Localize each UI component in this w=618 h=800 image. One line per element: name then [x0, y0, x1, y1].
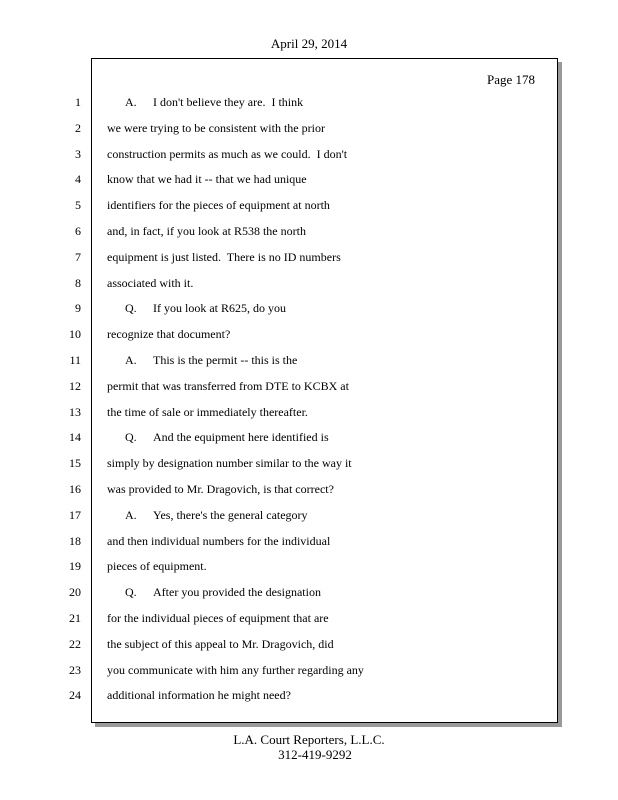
line-text: recognize that document?: [107, 327, 231, 342]
line-number: 19: [69, 559, 81, 574]
transcript-line: [107, 197, 547, 223]
line-number: 21: [69, 610, 81, 625]
transcript-line: [107, 455, 547, 481]
line-number: 23: [69, 662, 81, 677]
line-number: 14: [69, 430, 81, 445]
transcript-line: [107, 120, 547, 146]
speaker-label: Q.: [125, 430, 137, 445]
speaker-label: Q.: [125, 585, 137, 600]
line-text: And the equipment here identified is: [153, 430, 329, 445]
transcript-line: [107, 94, 547, 120]
line-number: 17: [69, 507, 81, 522]
line-text: permit that was transferred from DTE to KCBX at: [107, 378, 349, 393]
transcript-line: [107, 481, 547, 507]
line-text: we were trying to be consistent with the prior: [107, 120, 325, 135]
page-number: Page 178: [486, 72, 535, 87]
transcript-line: [107, 378, 547, 404]
transcript-line: [107, 404, 547, 430]
transcript-line: [107, 687, 547, 713]
transcript-line: [107, 146, 547, 172]
transcript-line: [107, 507, 547, 533]
line-number: 15: [69, 456, 81, 471]
transcript-line: [107, 275, 547, 301]
line-number: 7: [75, 249, 81, 264]
transcript-line: [107, 584, 547, 610]
line-text: identifiers for the pieces of equipment at north: [107, 198, 330, 213]
line-text: pieces of equipment.: [107, 559, 207, 574]
line-number: 16: [69, 481, 81, 496]
line-text: I don't believe they are. I think: [153, 95, 304, 109]
transcript-line: [107, 223, 547, 249]
line-text: and then individual numbers for the individual: [107, 533, 331, 548]
line-text: equipment is just listed. There is no ID numbers: [107, 249, 341, 264]
transcript-line: [107, 636, 547, 662]
transcript-line: [107, 249, 547, 275]
line-number: 18: [69, 533, 81, 548]
transcript-line: [107, 558, 547, 584]
line-number: 3: [75, 146, 81, 161]
line-number-column: [0, 94, 81, 713]
transcript-body: [107, 94, 547, 713]
line-text: you communicate with him any further regarding any: [107, 662, 364, 677]
line-number: 11: [69, 352, 81, 367]
line-number: 5: [75, 198, 81, 213]
transcript-line: [107, 533, 547, 559]
line-text: associated with it.: [107, 275, 194, 290]
line-text: Yes, there's the general category: [153, 507, 308, 522]
line-number: 22: [69, 636, 81, 651]
line-number: 2: [75, 120, 81, 135]
speaker-label: Q.: [125, 301, 137, 316]
speaker-label: A.: [125, 95, 137, 109]
line-text: If you look at R625, do you: [153, 301, 286, 316]
header-date: April 29, 2014: [270, 36, 348, 51]
line-text: additional information he might need?: [107, 688, 291, 703]
transcript-line: [107, 429, 547, 455]
transcript-line: [107, 352, 547, 378]
line-number: 20: [69, 585, 81, 600]
line-text: the subject of this appeal to Mr. Dragovich, did: [107, 636, 334, 651]
line-text: This is the permit -- this is the: [153, 352, 298, 367]
footer-firm-name: L.A. Court Reporters, L.L.C.: [233, 732, 385, 747]
line-text: and, in fact, if you look at R538 the north: [107, 223, 306, 238]
transcript-line: [107, 326, 547, 352]
speaker-label: A.: [125, 352, 137, 367]
transcript-line: [107, 171, 547, 197]
transcript-line: [107, 662, 547, 688]
speaker-label: A.: [125, 507, 137, 522]
transcript-line: [107, 610, 547, 636]
line-text: was provided to Mr. Dragovich, is that correct?: [107, 481, 334, 496]
line-number: 8: [75, 275, 81, 290]
footer-phone: 312-419-9292: [278, 747, 352, 762]
line-text: the time of sale or immediately thereafter.: [107, 404, 308, 419]
line-number: 6: [75, 223, 81, 238]
line-number: 10: [69, 327, 81, 342]
line-text: After you provided the designation: [153, 585, 321, 600]
line-text: for the individual pieces of equipment that are: [107, 610, 329, 625]
line-number: 4: [75, 172, 81, 187]
line-number: 13: [69, 404, 81, 419]
line-number: 9: [75, 301, 81, 316]
line-text: construction permits as much as we could. I don't: [107, 146, 348, 161]
line-number: 1: [75, 95, 81, 109]
line-text: know that we had it -- that we had unique: [107, 172, 307, 187]
line-text: simply by designation number similar to the way it: [107, 456, 352, 471]
transcript-line: [107, 300, 547, 326]
line-number: 12: [69, 378, 81, 393]
line-number: 24: [69, 688, 81, 703]
